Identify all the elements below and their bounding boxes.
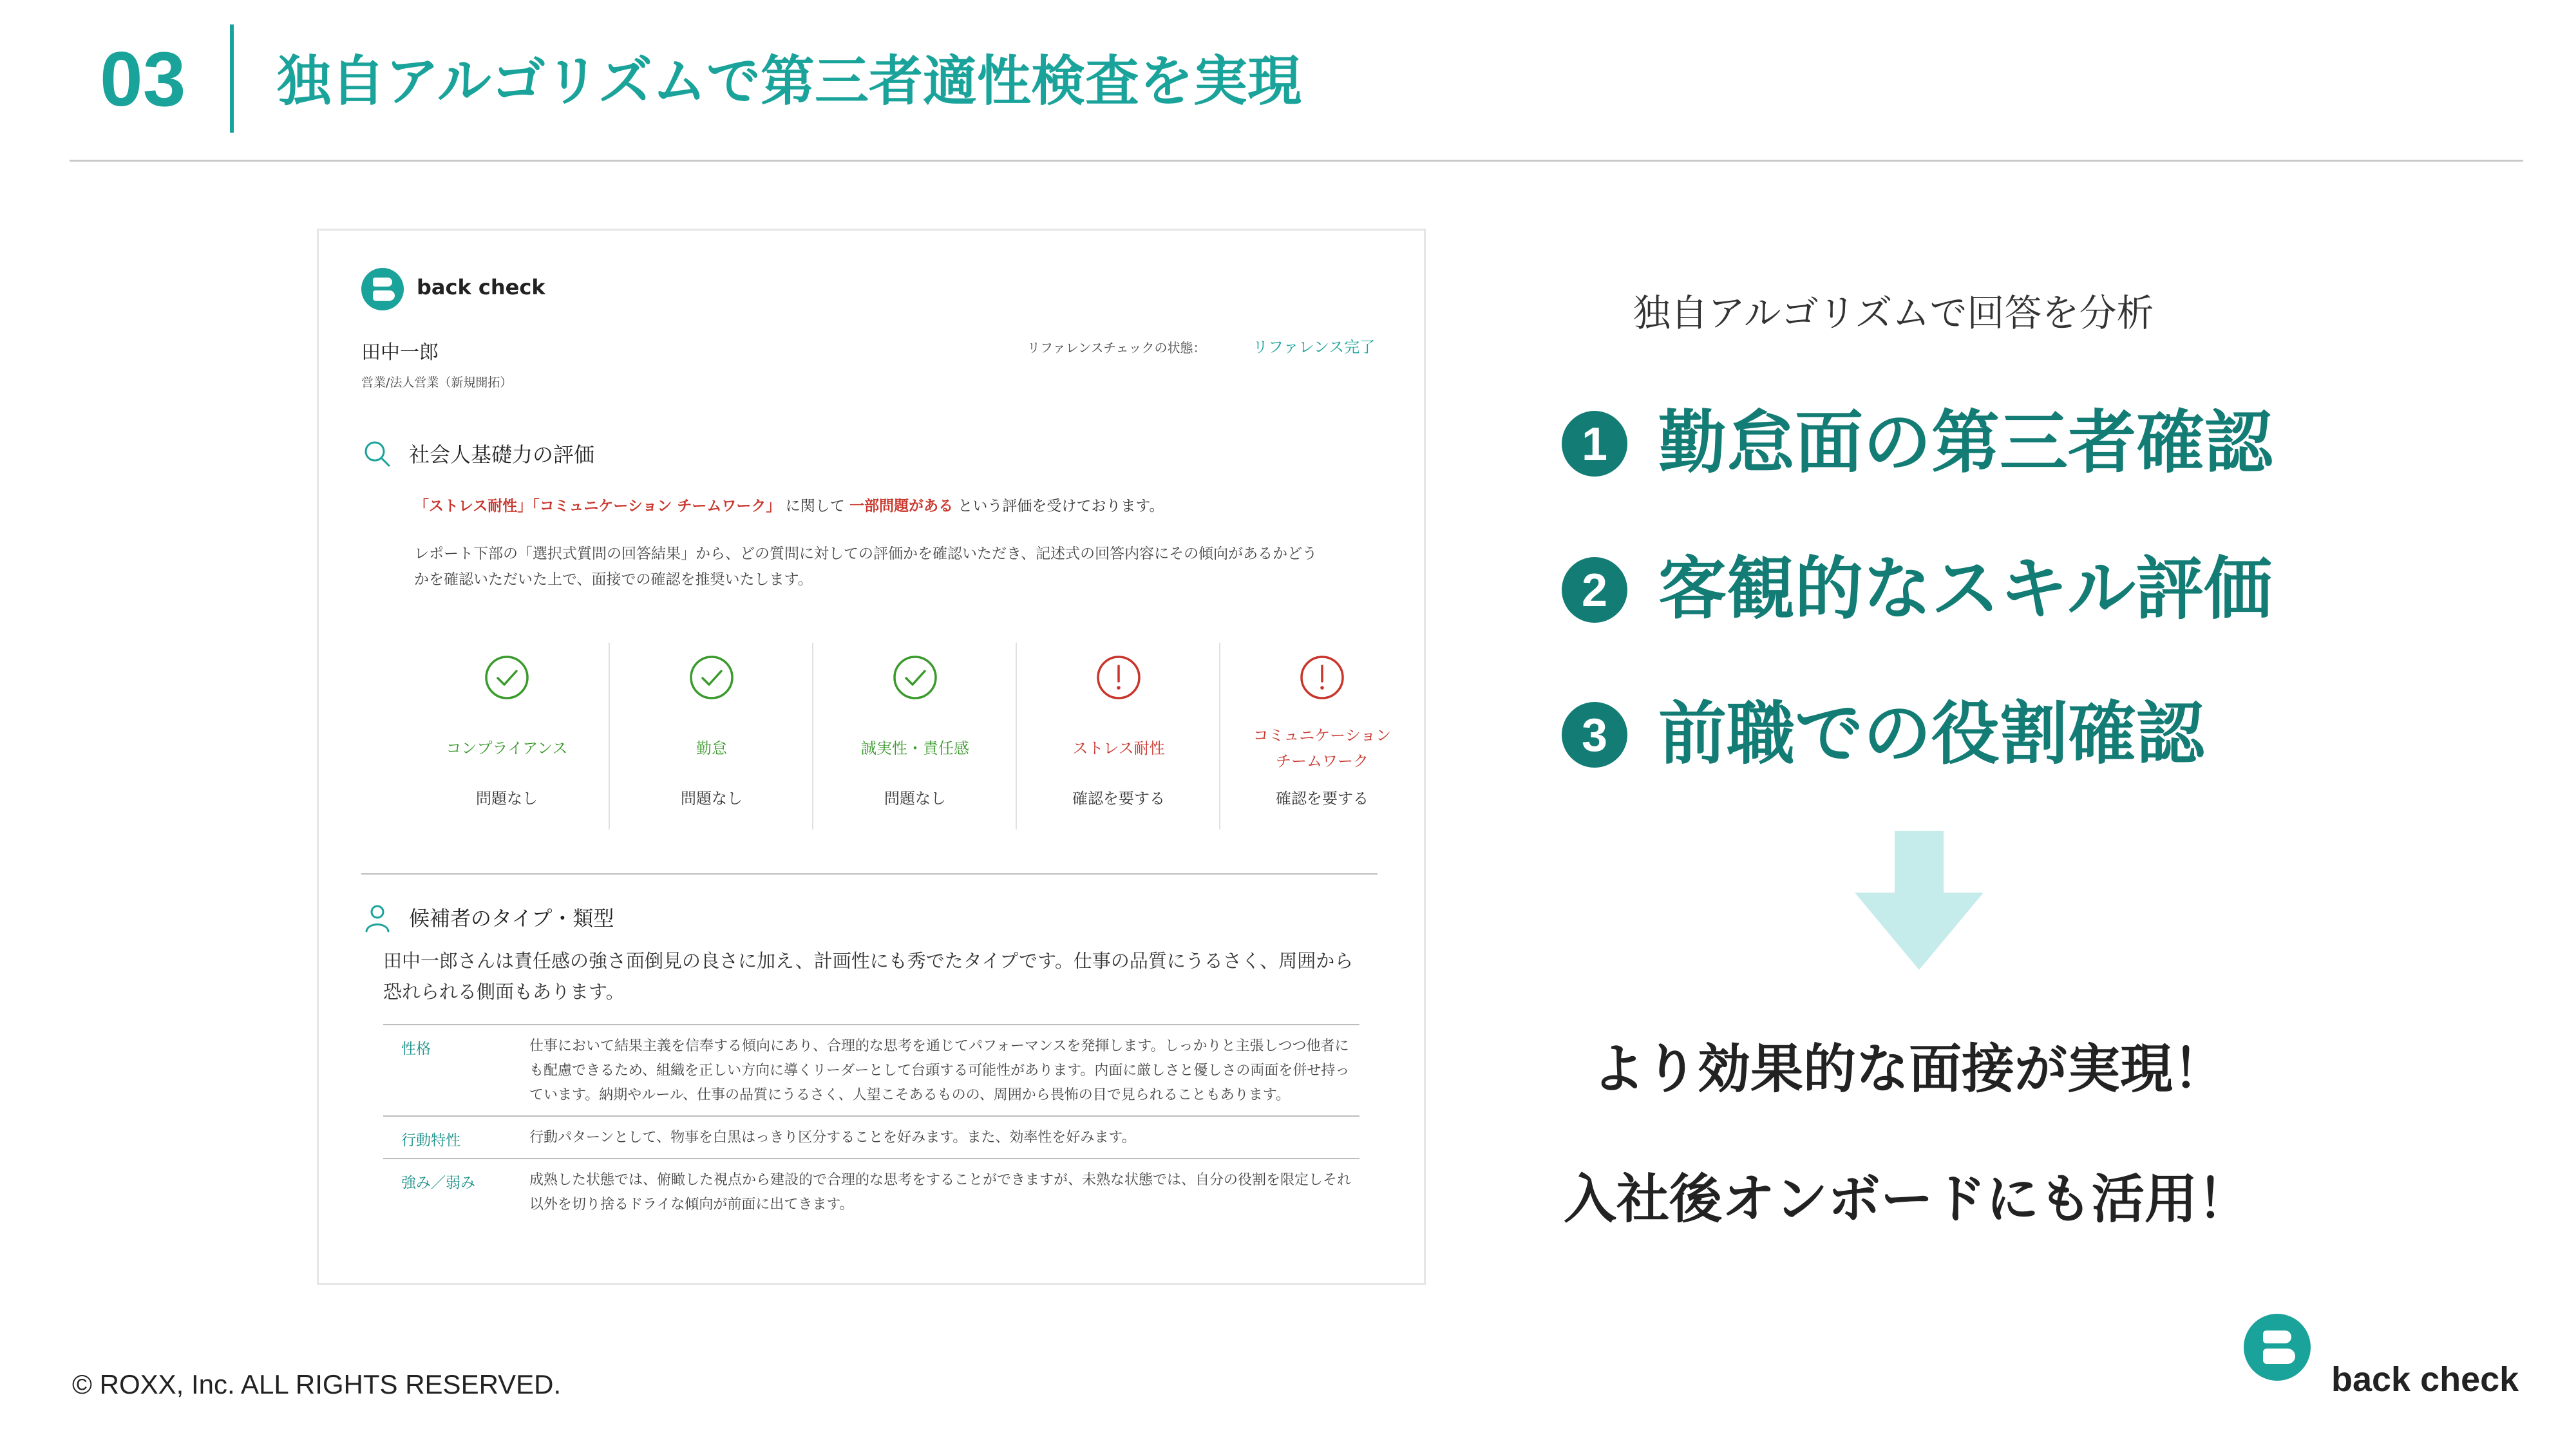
feature-point-3 bbox=[1562, 689, 2204, 779]
evaluation-body: レポート下部の「選択式質問の回答結果」から、どの質問に対しての評価かを確認いただき、記述式の回答内容にその傾向があるかどうかを確認いただいた上で、面接での確認を推奨いたします。 bbox=[414, 545, 1318, 588]
trait-text: 成熟した状態では、俯瞰した視点から建設的で合理的な思考をすることができますが、未熟な状態では、自分の役割を限定しそれ以外を切り捨るドライな傾向が前面に出てきます。 bbox=[529, 1172, 1352, 1213]
evaluation-summary bbox=[414, 493, 1164, 519]
back-check-logo-icon bbox=[2244, 1314, 2311, 1381]
feature-point-text: 前職での役割確認 bbox=[1658, 694, 2204, 773]
evaluation-item-result: 確認を要する bbox=[1072, 790, 1165, 808]
evaluation-item bbox=[812, 643, 1017, 829]
feature-point-1 bbox=[1562, 398, 2273, 488]
warning-circle-icon bbox=[1299, 654, 1345, 701]
evaluation-highlight-issue: 一部問題がある bbox=[849, 498, 954, 515]
check-circle-icon bbox=[892, 654, 938, 701]
result-line-1: より効果的な面接が実現！ bbox=[1592, 1039, 2226, 1100]
header-rule bbox=[70, 160, 2523, 162]
evaluation-item-result: 問題なし bbox=[476, 790, 538, 808]
evaluation-item bbox=[609, 643, 813, 829]
evaluation-item bbox=[1016, 643, 1220, 829]
number-badge-icon: 1 bbox=[1562, 411, 1627, 477]
evaluation-item-name: ストレス耐性 bbox=[1072, 739, 1165, 757]
number-badge-icon: 2 bbox=[1562, 557, 1627, 623]
report-brand: back check bbox=[417, 275, 545, 299]
section-divider bbox=[361, 873, 1378, 875]
evaluation-item-result: 問題なし bbox=[884, 790, 946, 808]
trait-label: 強み／弱み bbox=[401, 1175, 475, 1191]
footer-brand: back check bbox=[2331, 1360, 2519, 1399]
trait-table bbox=[383, 1024, 1359, 1225]
feature-point-2 bbox=[1562, 544, 2272, 634]
status-label: リファレンスチェックの状態： bbox=[1027, 340, 1206, 355]
slide-title: 独自アルゴリズムで第三者適性検査を実現 bbox=[277, 50, 1302, 113]
number-badge-icon: 3 bbox=[1562, 702, 1627, 768]
arrow-down-icon bbox=[1855, 831, 1984, 970]
status-value[interactable]: リファレンス完了 bbox=[1253, 338, 1376, 356]
evaluation-item-result: 確認を要する bbox=[1276, 790, 1368, 808]
check-circle-icon bbox=[688, 654, 735, 701]
feature-point-text: 勤怠面の第三者確認 bbox=[1658, 403, 2273, 482]
warning-circle-icon bbox=[1095, 654, 1142, 701]
evaluation-item-name: 勤怠 bbox=[696, 739, 727, 757]
candidate-type-title: 候補者のタイプ・類型 bbox=[409, 906, 614, 931]
evaluation-item-name: 誠実性・責任感 bbox=[861, 739, 969, 757]
evaluation-summary-mid: に関して bbox=[785, 498, 845, 515]
header-divider bbox=[230, 24, 234, 133]
evaluation-item-name: コンプライアンス bbox=[446, 739, 568, 757]
evaluation-item bbox=[1219, 643, 1424, 829]
check-circle-icon bbox=[484, 654, 530, 701]
evaluation-highlight-traits: 「ストレス耐性」「コミュニケーション チームワーク」 bbox=[414, 498, 781, 515]
search-icon bbox=[361, 438, 393, 470]
analysis-subtitle: 独自アルゴリズムで回答を分析 bbox=[1633, 291, 2154, 335]
table-row bbox=[383, 1158, 1359, 1225]
candidate-name: 田中一郎 bbox=[361, 341, 439, 364]
back-check-logo-icon bbox=[361, 268, 404, 310]
evaluation-item-name: コミュニケーション チームワーク bbox=[1253, 726, 1392, 770]
copyright: © ROXX, Inc. ALL RIGHTS RESERVED. bbox=[72, 1369, 562, 1399]
candidate-type-summary: 田中一郎さんは責任感の強さ面倒見の良さに加え、計画性にも秀でたタイプです。仕事の品質にうるさく、周囲から恐れられる側面もあります。 bbox=[383, 950, 1354, 1003]
trait-text: 仕事において結果主義を信奉する傾向にあり、合理的な思考を通じてパフォーマンスを発揮します。しっかりと主張しつつ他者にも配慮できるため、組織を正しい方向に導くリーダーとして台頭する可能性があります。内面に厳しさと優しさの両面を併せ持っています。納期やルール、仕事の品質にうるさく、人望こそあるものの、周囲から畏怖の目で見られることもあります。 bbox=[529, 1038, 1350, 1103]
trait-label: 性格 bbox=[401, 1041, 431, 1057]
evaluation-items bbox=[405, 643, 1423, 829]
result-line-2: 入社後オンボードにも活用！ bbox=[1564, 1169, 2251, 1230]
evaluation-item-result: 問題なし bbox=[681, 790, 743, 808]
report-card bbox=[317, 229, 1426, 1285]
evaluation-item bbox=[405, 643, 609, 829]
trait-text: 行動パターンとして、物事を白黒はっきり区分することを好みます。また、効率性を好みます。 bbox=[529, 1130, 1136, 1146]
table-row bbox=[383, 1024, 1359, 1115]
person-icon bbox=[361, 902, 393, 934]
evaluation-summary-tail: という評価を受けております。 bbox=[958, 498, 1164, 515]
slide-number: 03 bbox=[100, 36, 186, 122]
candidate-role: 営業/法人営業（新規開拓） bbox=[361, 375, 513, 390]
table-row bbox=[383, 1115, 1359, 1158]
trait-label: 行動特性 bbox=[401, 1132, 460, 1149]
evaluation-title: 社会人基礎力の評価 bbox=[409, 442, 595, 467]
feature-point-text: 客観的なスキル評価 bbox=[1658, 549, 2272, 629]
